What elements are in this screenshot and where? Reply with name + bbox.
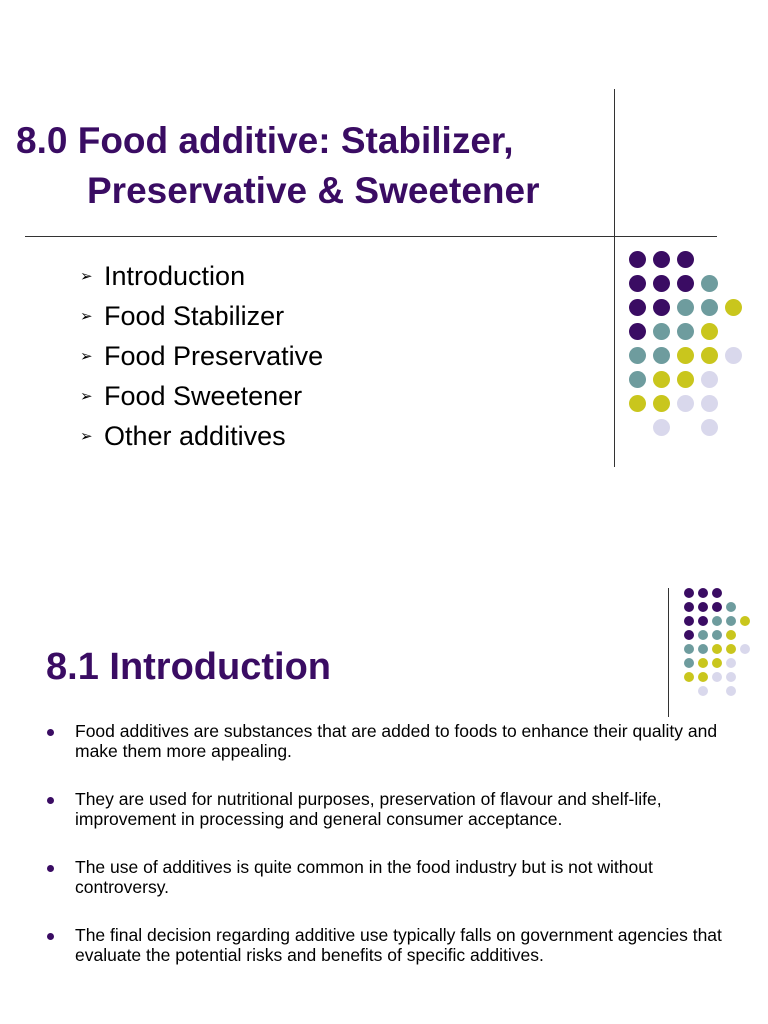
decorative-dot [726,686,736,696]
decorative-dot [653,419,670,436]
decorative-dot [712,602,722,612]
topic-item [80,416,323,456]
decorative-dot [677,395,694,412]
decorative-dot [629,323,646,340]
decorative-dot [725,347,742,364]
vertical-divider [614,89,615,467]
decorative-dot [726,658,736,668]
decorative-dot [712,658,722,668]
intro-bullet: They are used for nutritional purposes, preservation of flavour and shelf-life, improvement in processing and general consumer acceptance. [45,790,745,829]
decorative-dot [698,616,708,626]
decorative-dot [653,275,670,292]
decorative-dot [698,602,708,612]
topic-label: Food Sweetener [104,380,303,411]
decorative-dot [677,371,694,388]
topic-list [80,256,323,456]
decorative-dot [677,347,694,364]
decorative-dot [629,251,646,268]
decorative-dot [653,323,670,340]
slide-1-title [16,116,540,216]
decorative-dot [712,630,722,640]
decorative-dot [701,275,718,292]
decorative-dot [701,395,718,412]
topic-item [80,336,323,376]
slide-2-title: 8.1 Introduction [46,646,331,688]
decorative-dot [653,347,670,364]
decorative-dot [629,371,646,388]
decorative-dot [629,395,646,412]
decorative-dot [712,644,722,654]
slide-2 [0,512,768,1024]
slide-1-title-line-2: Preservative & Sweetener [87,170,540,211]
arrow-bullet-icon: ➢ [80,268,93,285]
decorative-dot [698,630,708,640]
decorative-dot [653,395,670,412]
decorative-dot [701,419,718,436]
topic-label: Food Preservative [104,340,324,371]
decorative-dot [726,630,736,640]
slide-1-title-line-1: 8.0 Food additive: Stabilizer, [16,120,514,161]
decorative-dot [701,323,718,340]
topic-label: Other additives [104,420,286,451]
decorative-dot [740,616,750,626]
topic-item [80,256,323,296]
decorative-dot [726,672,736,682]
arrow-bullet-icon: ➢ [80,308,93,325]
decorative-dot [684,630,694,640]
topic-label: Food Stabilizer [104,300,285,331]
decorative-dot [653,299,670,316]
decorative-dot [684,602,694,612]
decorative-dot [684,672,694,682]
decorative-dot [629,299,646,316]
decorative-dot [684,616,694,626]
decorative-dot [677,323,694,340]
decorative-dot [712,588,722,598]
decorative-dot [712,616,722,626]
decorative-dot [698,658,708,668]
decorative-dot [701,347,718,364]
decorative-dot [725,299,742,316]
decorative-dot [677,275,694,292]
decorative-dot [653,251,670,268]
arrow-bullet-icon: ➢ [80,388,93,405]
topic-label: Introduction [104,260,246,291]
decorative-dot [726,644,736,654]
decorative-dot [698,644,708,654]
decorative-dot [629,347,646,364]
arrow-bullet-icon: ➢ [80,348,93,365]
intro-bullet-list [45,722,745,965]
topic-item [80,296,323,336]
intro-bullet: Food additives are substances that are added to foods to enhance their quality and make them more appealing. [45,722,745,761]
topic-item [80,376,323,416]
decorative-dot [698,686,708,696]
decorative-dot [684,588,694,598]
decorative-dot [701,371,718,388]
decorative-dot [684,644,694,654]
decorative-dot [740,644,750,654]
decorative-dot [712,672,722,682]
decorative-dot [726,616,736,626]
intro-bullet: The final decision regarding additive use typically falls on government agencies that evaluate the potential risks and benefits of specific additives. [45,926,745,965]
decorative-dot [653,371,670,388]
decorative-dot [698,588,708,598]
intro-bullet: The use of additives is quite common in the food industry but is not without controversy. [45,858,745,897]
vertical-divider [668,588,669,717]
decorative-dot [629,275,646,292]
decorative-dot [726,602,736,612]
arrow-bullet-icon: ➢ [80,428,93,445]
decorative-dot [684,658,694,668]
decorative-dot [701,299,718,316]
decorative-dot [698,672,708,682]
decorative-dot [677,251,694,268]
decorative-dot [677,299,694,316]
